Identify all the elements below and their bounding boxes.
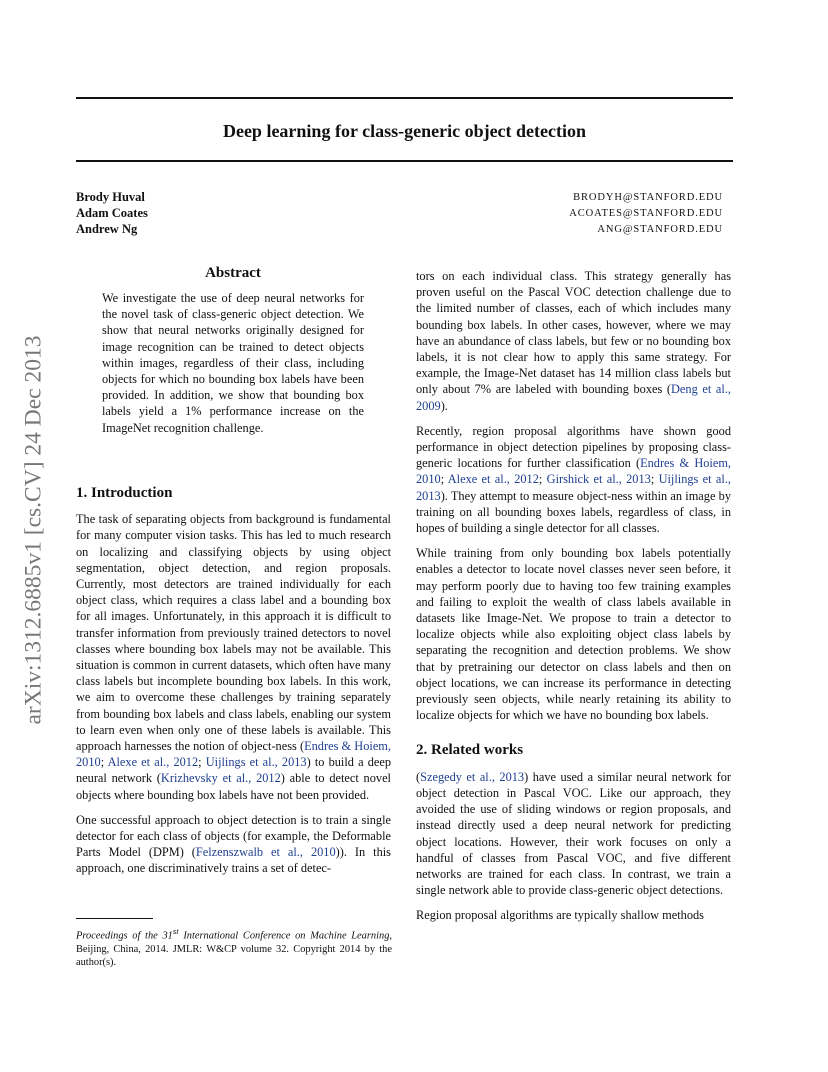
citation-link[interactable]: Uijlings et al., 2013 bbox=[416, 472, 731, 503]
author-name: Brody Huval bbox=[76, 190, 145, 204]
citation-link[interactable]: Girshick et al., 2013 bbox=[546, 472, 651, 487]
citation-link[interactable]: Uijlings et al., 2013 bbox=[205, 755, 307, 770]
abstract-text: We investigate the use of deep neural networks for the novel task of class-generic object detection. We show that neural networks originally designed for image recognition can be trained to detect objects within images, regardless of their class, including objects for which no bounding box labels have been provided. In addition, we show that bounding box labels yield a 1% performance increase on the ImageNet recognition challenge. bbox=[102, 291, 364, 435]
paragraph: Recently, region proposal algorithms have shown good performance in object detection pipelines by proposing class-generic locations for further classification (Endres & Hoiem, 2010; Alexe et al., 2012; Girshick et al., 2013; Uijlings et al., 2013). They attempt to measure object-ness within an image by training on all bounding boxes labels, regardless of class, in hopes of building a single detector for all classes. bbox=[416, 423, 732, 536]
paragraph: Region proposal algorithms are typically shallow methods bbox=[416, 908, 704, 923]
paper-title: Deep learning for class-generic object detection bbox=[222, 121, 587, 141]
abstract-heading: Abstract bbox=[205, 265, 261, 281]
paragraph: tors on each individual class. This strategy generally has proven useful on the Pascal VOC detection challenge due to the limited number of classes, each of which includes many bounding box labels. In other cases, however, where we may have an abundance of class labels, but few or no bounding box labels, it is not clear how to apply this same strategy. For example, the Image-Net dataset has 14 million class labels but only about 7% are labeled with bounding boxes (Deng et al., 2009). bbox=[416, 269, 731, 413]
author-email: ANG@STANFORD.EDU bbox=[597, 224, 723, 235]
paragraph: The task of separating objects from background is fundamental for many computer vision tasks. This has led to much research on localizing and classifying objects by using object segmentation, object detection, and region proposals. Currently, most detectors are trained individually for each object class, which requires a class label and a bounding box for all images. Unfortunately, in this approach it is difficult to transfer information from previously trained detectors to novel classes where bounding box labels may not be available. This situation is common in current datasets, which often have many class labels but incomplete bounding box labels. In this work, we aim to overcome these challenges by training separately from bounding box labels and class labels, enabling our system to learn even when only one of these labels is available. This approach harnesses the notion of object-ness (Endres & Hoiem, 2010; Alexe et al., 2012; Uijlings et al., 2013) to build a deep neural network (Krizhevsky et al., 2012) able to detect novel objects where bounding box labels have not been provided. bbox=[76, 512, 392, 802]
author-email: BRODYH@STANFORD.EDU bbox=[573, 192, 723, 203]
title-rule bbox=[76, 160, 733, 162]
author-name: Adam Coates bbox=[76, 206, 148, 220]
author-email: ACOATES@STANFORD.EDU bbox=[569, 208, 723, 219]
section-heading: 1. Introduction bbox=[76, 485, 173, 501]
citation-link[interactable]: Felzenszwalb et al., 2010 bbox=[195, 845, 336, 860]
footnote: Proceedings of the 31st International Conference on Machine Learning, Beijing, China, 2014. JMLR: W&CP volume 32. Copyright 2014 by the author(s). bbox=[76, 926, 392, 969]
section-heading: 2. Related works bbox=[416, 742, 524, 759]
citation-link[interactable]: Krizhevsky et al., 2012 bbox=[160, 771, 281, 786]
paragraph: While training from only bounding box labels potentially enables a detector to locate novel classes never seen before, it may perform poorly due to having too few training examples and failing to exploit the wealth of class labels available in datasets like Image-Net. We propose to train a detector to localize objects while also exploiting object class labels by separating the recognition and detection problems. We show that by pretraining our detector on class labels and then on object locations, we can increase its performance in detecting previously seen objects, while nearly retaining its ability to localize objects for which we have no bounding box labels. bbox=[416, 546, 731, 723]
citation-link[interactable]: Endres & Hoiem, 2010 bbox=[416, 456, 732, 487]
paragraph: One successful approach to object detection is to train a single detector for each class of objects (for example, the Deformable Parts Model (DPM) (Felzenszwalb et al., 2010)). In this approach, one discriminatively trains a set of detec- bbox=[76, 812, 391, 876]
citation-link[interactable]: Deng et al., 2009 bbox=[416, 382, 731, 413]
author-name: Andrew Ng bbox=[76, 222, 138, 236]
top-rule bbox=[76, 97, 733, 99]
citation-link[interactable]: Szegedy et al., 2013 bbox=[420, 769, 525, 784]
left-column bbox=[76, 485, 391, 877]
citation-link[interactable]: Alexe et al., 2012 bbox=[107, 755, 199, 770]
citation-link[interactable]: Alexe et al., 2012 bbox=[447, 472, 539, 487]
arxiv-stamp: arXiv:1312.6885v1 [cs.CV] 24 Dec 2013 bbox=[20, 335, 47, 725]
footnote-rule bbox=[76, 918, 153, 919]
right-column bbox=[416, 268, 731, 924]
citation-link[interactable]: Endres & Hoiem, 2010 bbox=[76, 739, 391, 770]
paragraph: (Szegedy et al., 2013) have used a similar neural network for object detection in Pascal VOC. Like our approach, they avoided the use of sliding windows or region proposals, and instead directly used a deep neural network for predicting object locations. However, their work focuses on only a handful of classes from Pascal VOC, and five different networks are trained for each class. In contrast, we train a single network able to provide class-generic object detections. bbox=[416, 769, 731, 898]
